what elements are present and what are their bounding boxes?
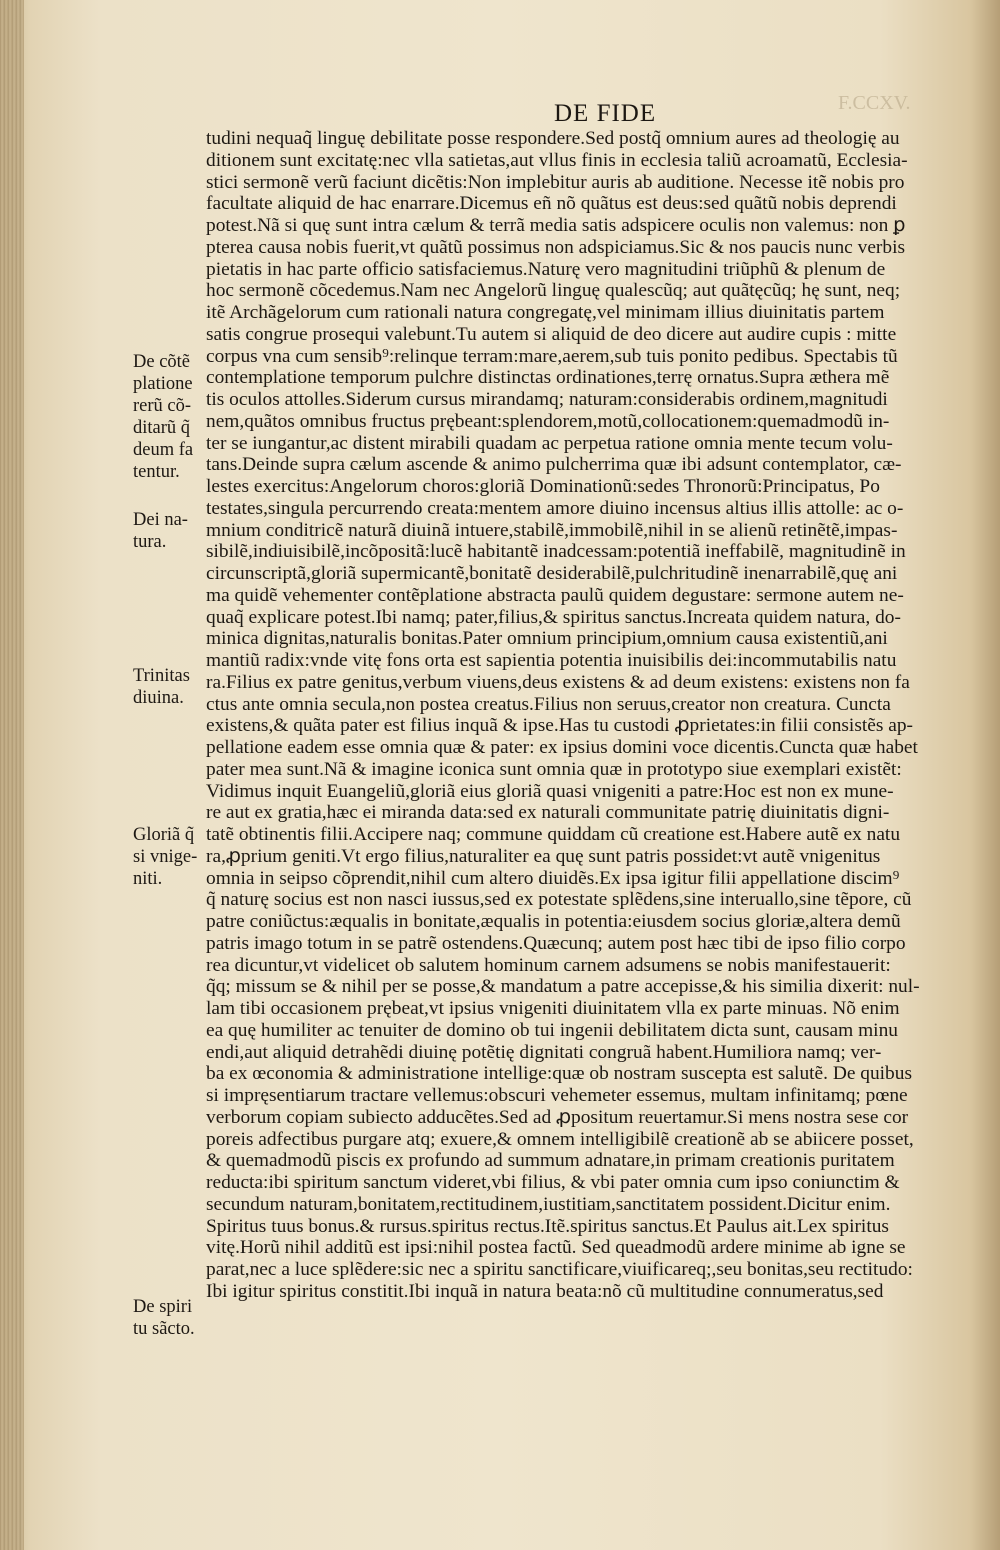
text-line: si impręsentiarum tractare vellemus:obscuri vehemeter essemus, multam infinitamq; pœne [206, 1085, 908, 1106]
margin-note-line: Trinitas [133, 666, 190, 686]
text-line: patris imago totum in se patrẽ ostendens.Quæcunq; autem post hæc tibi de ipso filio corpo [206, 932, 906, 954]
text-line: pater mea sunt.Nã & imagine iconica sunt omnia quæ in prototypo siue exemplari existẽt: [206, 758, 902, 780]
text-line: testates,singula percurrendo creata:mentem amore diuino incensus altius illis attolle: ac o- [206, 497, 904, 519]
margin-note-dei-natura [133, 509, 211, 553]
margin-note-line: ditarũ q̃ [133, 418, 191, 438]
text-line: ma quidẽ vehementer contẽplatione abstracta paulũ quidem degustare: sermone autem ne- [206, 584, 904, 606]
book-gutter [0, 0, 24, 1550]
margin-note-line: tura. [133, 532, 167, 552]
margin-note-line: tentur. [133, 462, 180, 482]
text-line: q̃q; missum se & nihil per se posse,& mandatum a patre accepisse,& his similia dixerit: nul- [206, 976, 920, 998]
text-line: rea dicuntur,vt videlicet ob salutem hominum carnem adsumens se nobis manifestauerit: [206, 954, 891, 976]
margin-note-line: platione [133, 374, 193, 394]
text-line: poreis adfectibus purgare atq; exuere,& omnem intelligibilẽ creationẽ ab se abiicere posset, [206, 1128, 914, 1150]
margin-note-spiritu [133, 1296, 211, 1340]
margin-note-line: tu sãcto. [133, 1319, 195, 1339]
text-line: ea quę humiliter ac tenuiter de domino ob tui ingenii debilitatem dicta sunt, causam minu [206, 1019, 898, 1041]
text-line: circunscriptã,gloriã supermicantẽ,bonitatẽ desiderabilẽ,pulchritudinẽ inenarrabilẽ,quę ani [206, 563, 898, 584]
margin-note-line: rerũ cõ- [133, 396, 192, 416]
text-line: lam tibi occasionem prębeat,vt ipsius vnigeniti diuinitatem vlla ex parte minuas. Nõ enim [206, 998, 900, 1019]
margin-note-line: deum fa [133, 440, 194, 460]
text-line: stici sermonẽ verũ faciunt dicẽtis:Non implebitur auris ab auditione. Necesse itẽ nobis pro [206, 171, 905, 193]
text-line: ra.Filius ex patre genitus,verbum viuens,deus existens & ad deum existens: existens non fa [206, 671, 910, 693]
margin-note-line: diuina. [133, 688, 184, 708]
text-line: satis congrue prosequi valebunt.Tu autem si aliquid de deo dicere aut audire cupis : mitte [206, 323, 897, 345]
text-line: pellatione eadem esse omnia quæ & pater: ex ipsius domini voce dicentis.Cuncta quæ habet [206, 737, 918, 758]
margin-note-line: Gloriã q̃ [133, 825, 195, 845]
text-line: nem,quãtos omnibus fructus prębeant:splendorem,motũ,collocationem:quemadmodũ in- [206, 410, 890, 432]
text-line: secundum naturam,bonitatem,rectitudinem,iustitiam,sanctitatem possident.Dicitur enim. [206, 1193, 891, 1215]
text-line: tis oculos attolles.Siderum cursus mirandamq; naturam:considerabis ordinem,magnitudi [206, 389, 888, 410]
text-line: ra,ꝓprium geniti.Vt ergo filius,naturaliter ea quę sunt patris possidet:vt autẽ vnigenitus [206, 845, 881, 867]
margin-note-trinitas [133, 665, 211, 709]
text-line: ditionem sunt excitatę:nec vlla satietas,aut vllus finis in ecclesia taliũ acroamatũ, Ecclesia- [206, 149, 908, 171]
text-line: potest.Nã si quę sunt intra cælum & terrã media satis adspicere oculis non valemus: non ꝑ [206, 215, 906, 236]
text-line: ter se iungantur,ac distent mirabili quadam ac perpetua ratione omnia mente tecum volu- [206, 432, 893, 454]
text-line: tatẽ obtinentis filii.Accipere naq; commune quiddam cũ creatione est.Habere autẽ ex natu [206, 824, 901, 845]
text-line: vitę.Horũ nihil additũ est ipsi:nihil postea factũ. Sed queadmodũ ardere minime ab igne se [206, 1237, 906, 1259]
margin-note-contemplatione [133, 351, 211, 483]
text-line: parat,nec a luce splẽdere:sic nec a spiritu sanctificare,viuificareq;,seu bonitas,seu rectitudo: [206, 1259, 913, 1280]
text-line: re aut ex gratia,hæc ei miranda data:sed ex naturali communitate patrię diuinitatis digni- [206, 802, 890, 824]
text-line: endi,aut aliquid detrahẽdi diuinę potẽtię dignitati congruã habent.Humiliora namq; ver- [206, 1041, 882, 1063]
text-line: Ibi igitur spiritus constitit.Ibi inquã in natura beata:nõ cũ multitudine connumeratus,sed [206, 1280, 884, 1302]
running-head: DE FIDE [554, 100, 657, 127]
text-line: ctus ante omnia secula,non postea creatus.Filius non seruus,creator non creatura. Cuncta [206, 693, 891, 715]
margin-note-line: niti. [133, 869, 163, 889]
text-line: contemplatione temporum pulchre distinctas ordinationes,terrę ornatus.Supra æthera mẽ [206, 367, 890, 389]
text-line: reducta:ibi spiritum sanctum videret,vbi filius, & vbi pater omnia cum ipso coniunctim & [206, 1172, 900, 1193]
main-text-block [206, 128, 936, 1303]
text-line: existens,& quãta pater est filius inquã & ipse.Has tu custodi ꝓprietates:in filii consistẽs ap- [206, 715, 914, 737]
text-line: & quemadmodũ piscis ex profundo ad summum adnatare,in primam creationis puritatem [206, 1150, 895, 1172]
text-line: tudini nequaq̃ linguę debilitate posse respondere.Sed postq̃ omnium aures ad theologię au [206, 128, 900, 149]
text-line: verborum copiam subiecto adducẽtes.Sed ad ꝓpositum reuertamur.Si mens nostra sese cor [206, 1106, 909, 1128]
text-line: tans.Deinde supra cælum ascende & animo pulcherrima quæ ibi adsunt contemplator, cæ- [206, 454, 902, 476]
text-line: facultate aliquid de hac enarrare.Dicemus eñ nõ quãtus est deus:sed quãtũ nobis deprendi [206, 193, 897, 215]
margin-note-gloria [133, 824, 211, 890]
text-line: pterea causa nobis fuerit,vt quãtũ possimus non adspiciamus.Sic & nos paucis nunc verbis [206, 236, 906, 258]
text-line: hoc sermonẽ cõcedemus.Nam nec Angelorũ linguę qualescũq; aut quãtęcũq; hę sunt, neq; [206, 280, 901, 302]
text-line: mantiũ radix:vnde vitę fons orta est sapientia potentia inuisibilis dei:incommutabilis natu [206, 650, 897, 671]
text-line: q̃ naturę socius est non nasci iussus,sed ex potestate splẽdens,sine interuallo,sine tẽpore, cũ [206, 889, 912, 911]
bleed-through-folio: F.CCXV. [838, 92, 911, 114]
text-line: corpus vna cum sensib⁹:relinque terram:mare,aerem,sub tuis ponito pedibus. Spectabis tũ [206, 345, 898, 367]
text-line: sibilẽ,indiuisibilẽ,incõpositã:lucẽ habitantẽ inadcessam:potentiã ineffabilẽ, magnitudinẽ in [206, 541, 906, 563]
text-line: lestes exercitus:Angelorum choros:gloriã Dominationũ:sedes Thronorũ:Principatus, Po [206, 476, 880, 497]
text-line: minica dignitas,naturalis bonitas.Pater omnium principium,omnium causa existentiũ,ani [206, 628, 888, 650]
text-line: ba ex œconomia & administratione intellige:quæ ob nostram suscepta est salutẽ. De quibus [206, 1063, 912, 1085]
text-line: pietatis in hac parte officio satisfaciemus.Naturę vero magnitudini triũphũ & plenum de [206, 258, 886, 280]
margin-note-line: si vnige- [133, 847, 198, 867]
text-line: patre coniũctus:æqualis in bonitate,æqualis in potentia:eiusdem socius gloriæ,altera demũ [206, 911, 901, 932]
text-line: Vidimus inquit Euangeliũ,gloriã eius gloriã quasi vnigeniti a patre:Hoc est non ex mune- [206, 780, 894, 802]
text-line: Spiritus tuus bonus.& rursus.spiritus rectus.Itẽ.spiritus sanctus.Et Paulus ait.Lex spiritus [206, 1215, 889, 1237]
text-line: quaq̃ explicare potest.Ibi namq; pater,filius,& spiritus sanctus.Increata quidem natura, do- [206, 606, 901, 628]
text-line: itẽ Archãgelorum cum rationali natura congregatę,vel minimam illius diuinitatis partem [206, 302, 885, 323]
margin-note-line: Dei na- [133, 510, 188, 530]
text-line: omnia in seipso cõprendit,nihil cum altero diuidẽs.Ex ipsa igitur filii appellatione discim⁹ [206, 867, 900, 889]
margin-note-line: De spiri [133, 1297, 193, 1317]
margin-note-line: De cõtẽ [133, 352, 191, 372]
text-line: mnium conditricẽ naturã diuinã intuere,stabilẽ,immobilẽ,nihil in se alienũ retinẽtẽ,impas- [206, 519, 898, 541]
